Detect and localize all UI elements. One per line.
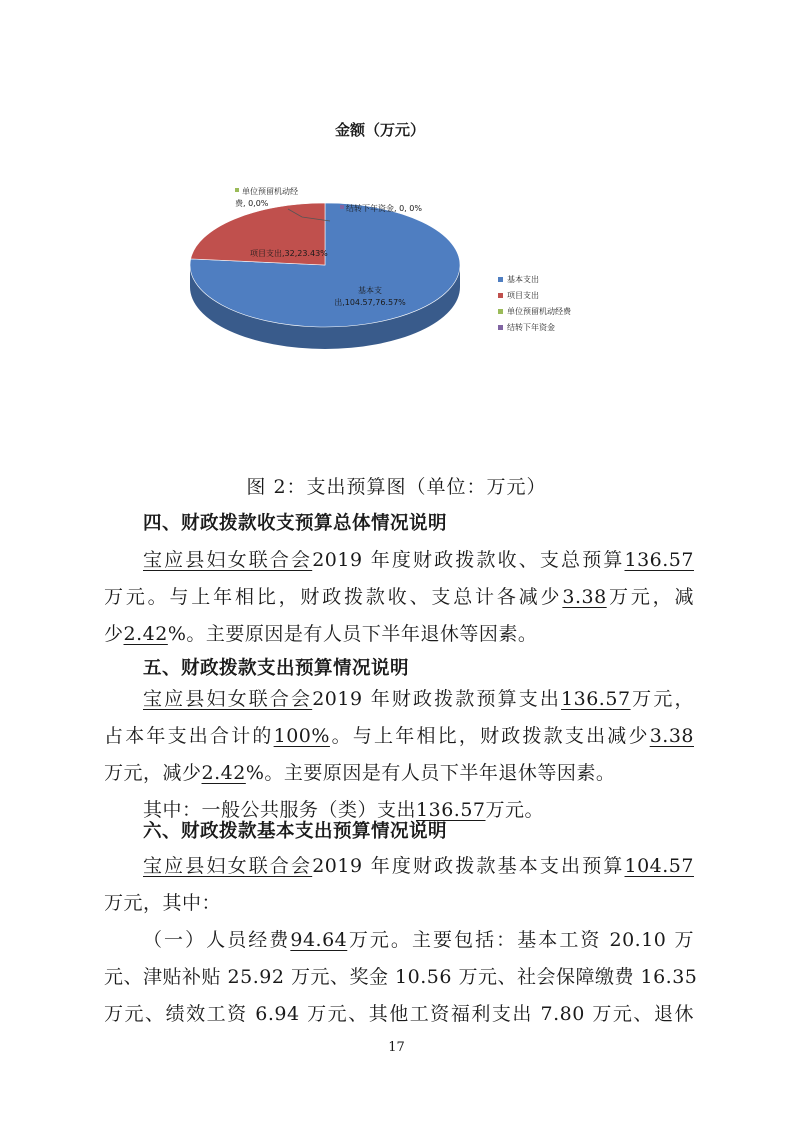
- legend-swatch-3: [498, 325, 503, 330]
- org-name: 宝应县妇女联合会: [143, 688, 313, 710]
- section-5-line-3: [104, 755, 694, 792]
- text-run: %。主要原因是有人员下半年退休等因素。: [167, 623, 538, 645]
- amount: 136.57: [624, 549, 694, 571]
- legend-swatch-0: [498, 277, 503, 282]
- section-4-line-3: [104, 616, 694, 653]
- amount: 136.57: [416, 799, 486, 821]
- section-4-line-2: [104, 579, 694, 616]
- data-label-reserve-1: 单位预留机动经: [242, 187, 298, 196]
- page-number: 17: [388, 1040, 405, 1055]
- section-6-heading: 六、财政拨款基本支出预算情况说明: [143, 821, 448, 842]
- text-run: 万元。主要包括：基本工资 20.10 万: [347, 929, 694, 951]
- section-5-line-2: [104, 718, 694, 755]
- section-5-line-1: [104, 681, 694, 718]
- data-label-project: 项目支出,32,23.43%: [250, 249, 328, 258]
- legend: [498, 274, 572, 332]
- section-6-line-3: [104, 922, 694, 959]
- amount: 3.38: [649, 725, 694, 747]
- org-name: 宝应县妇女联合会: [143, 855, 313, 877]
- data-label-reserve-2: 费, 0,0%: [235, 199, 269, 208]
- section-6-line-5: 万元、绩效工资 6.94 万元、其他工资福利支出 7.80 万元、退休: [104, 1003, 694, 1025]
- amount: 104.57: [624, 855, 694, 877]
- text-run: （一）人员经费: [143, 929, 291, 951]
- legend-label-1: 项目支出: [507, 291, 539, 300]
- org-name: 宝应县妇女联合会: [143, 549, 313, 571]
- text-run: %。主要原因是有人员下半年退休等因素。: [245, 762, 616, 784]
- text-run: 万元。与上年相比，财政拨款收、支总计各减少: [104, 586, 563, 608]
- legend-swatch-1: [498, 293, 503, 298]
- text-run: 2019 年度财政拨款基本支出预算: [312, 855, 625, 877]
- section-4-body: [104, 542, 694, 653]
- amount: 2.42: [201, 762, 246, 784]
- section-5-heading: 五、财政拨款支出预算情况说明: [143, 658, 410, 679]
- legend-label-2: 单位预留机动经费: [507, 307, 571, 316]
- text-run: 占本年支出合计的: [104, 725, 274, 747]
- text-run: 万元，减: [606, 586, 694, 608]
- legend-label-3: 结转下年资金: [507, 323, 555, 332]
- section-6-line-4: 元、津贴补贴 25.92 万元、奖金 10.56 万元、社会保障缴费 16.35: [104, 966, 698, 988]
- text-run: 万元，减少: [104, 762, 202, 784]
- section-6-line-1: [104, 848, 694, 885]
- section-6-line-2: 万元，其中：: [104, 892, 222, 914]
- amount: 2.42: [123, 623, 168, 645]
- text-run: 少: [104, 623, 124, 645]
- text-run: 万元，: [630, 688, 694, 710]
- carry-label-marker: [340, 205, 344, 209]
- reserve-label-marker: [235, 188, 239, 192]
- chart-title: 金额（万元）: [334, 121, 426, 139]
- section-4-line-1: [104, 542, 694, 579]
- data-label-basic-2: 出,104.57,76.57%: [334, 298, 406, 307]
- data-label-basic-1: 基本支: [358, 286, 382, 295]
- text-run: 2019 年度财政拨款收、支总预算: [312, 549, 625, 571]
- pie-chart: [180, 110, 600, 440]
- amount: 3.38: [562, 586, 607, 608]
- legend-swatch-2: [498, 309, 503, 314]
- amount: 136.57: [561, 688, 631, 710]
- section-4-heading: 四、财政拨款收支预算总体情况说明: [143, 513, 448, 534]
- pie-chart-svg: [180, 110, 600, 440]
- text-run: 万元。: [485, 799, 545, 821]
- text-run: 。与上年相比，财政拨款支出减少: [329, 725, 650, 747]
- section-5-body: [104, 681, 694, 829]
- legend-label-0: 基本支出: [507, 275, 539, 284]
- pie-slices: [190, 203, 460, 349]
- text-run: 其中：一般公共服务（类）支出: [143, 799, 417, 821]
- amount: 94.64: [290, 929, 348, 951]
- text-run: 2019 年财政拨款预算支出: [312, 688, 562, 710]
- data-label-carry: 结转下年资金, 0, 0%: [346, 204, 422, 213]
- figure-caption: 图 2：支出预算图（单位：万元）: [246, 476, 547, 498]
- section-6-body: [104, 848, 698, 1033]
- percent: 100%: [273, 725, 330, 747]
